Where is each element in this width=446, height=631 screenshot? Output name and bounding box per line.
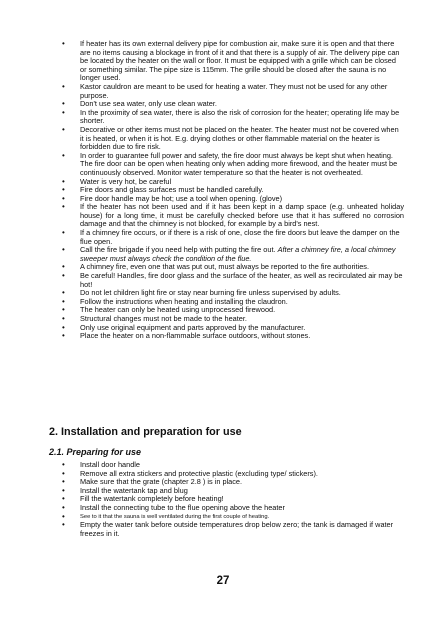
bullet-icon: • <box>62 193 65 203</box>
safety-item: • Call the fire brigade if you need help with putting the fire out. After a chimney fire, a local chimney sweeper must always check the condition of the flue. <box>62 245 396 263</box>
safety-item: • Only use original equipment and parts approved by the manufacturer. <box>62 322 306 332</box>
bullet-icon: • <box>62 460 65 469</box>
safety-item: • If heater has its own external delivery pipe for combustion air, make sure it is open and that there are no items causing a blockage in front of it and that there is a supply of air. The delivery pipe can be located by the heater on the wall or floor. It must be equipped with a grille which can be closed or something similar. The pipe size is 115mm. The grille should be closed after the sauna is no longer used. <box>62 39 400 83</box>
safety-item: • Place the heater on a non-flammable surface outdoors, without stones. <box>62 331 311 341</box>
bullet-icon: • <box>62 288 65 298</box>
safety-item: • A chimney fire, even one that was put out, must always be reported to the fire authorities. <box>62 262 370 272</box>
bullet-icon: • <box>62 99 65 109</box>
bullet-icon: • <box>62 228 65 238</box>
bullet-icon: • <box>62 511 65 521</box>
bullet-icon: • <box>62 124 65 134</box>
prep-item: • See to it that the sauna is well ventilated during the first couple of heating. <box>62 511 270 521</box>
preparation-steps-list <box>50 461 404 538</box>
bullet-icon: • <box>62 477 65 487</box>
safety-item: • In order to guarantee full power and safety, the fire door must always be kept shut when heating. The fire door can be open when heating only when adding more firewood, and the heater must be continuously observed. Monitor water temperature so that the heater is not overheated. <box>62 150 398 177</box>
bullet-icon: • <box>62 296 65 306</box>
bullet-icon: • <box>62 185 65 195</box>
safety-item: • Kastor cauldron are meant to be used for heating a water. They must not be used for any other purpose. <box>62 81 388 100</box>
safety-item: • If the heater has not been used and if it has been kept in a damp space (e.g. unheated holiday house) for a long time, it must be carefully checked before use that it has suffered no corrosion damage and that the chimney is not blocked, for example by a bird's nest. <box>62 202 404 229</box>
bullet-icon: • <box>62 262 65 272</box>
safety-item: • In the proximity of sea water, there is also the risk of corrosion for the heater; operating life may be shorter. <box>62 107 400 126</box>
prep-item: • Make sure that the grate (chapter 2.8 ) is in place. <box>62 477 243 487</box>
bullet-icon: • <box>62 468 65 478</box>
subsection-heading: 2.1. Preparing for use <box>49 447 142 457</box>
page-number: 27 <box>216 575 230 587</box>
bullet-icon: • <box>62 485 65 495</box>
prep-item: • Install door handle <box>62 460 141 469</box>
section-heading: 2. Installation and preparation for use <box>49 426 242 438</box>
safety-item: • The heater can only be heated using unprocessed firewood. <box>62 305 276 315</box>
bullet-icon: • <box>62 39 65 48</box>
safety-item: • Be careful! Handles, fire door glass and the surface of the heater, as well as recirculated air may be hot! <box>62 271 403 289</box>
bullet-icon: • <box>62 322 65 332</box>
bullet-icon: • <box>62 245 65 255</box>
safety-item: • Decorative or other items must not be placed on the heater. The heater must not be covered when it is heated, or when it is hot. E.g. drying clothes or other flammable material on the heater is forbidden due to fire risk. <box>62 124 399 152</box>
prep-item: • Empty the water tank before outside temperatures drop below zero; the tank is damaged if water freezes in it. <box>62 520 394 538</box>
safety-item: • Follow the instructions when heating and installing the claudron. <box>62 296 288 306</box>
prep-item: • Fill the watertank completely before heating! <box>62 494 224 504</box>
safety-item: • If a chimney fire occurs, or if there is a risk of one, close the fire doors but leave the damper on the flue open. <box>62 228 400 246</box>
safety-item: • Fire door handle may be hot; use a tool when opening. (glove) <box>62 193 283 203</box>
safety-instructions-list <box>50 40 404 341</box>
safety-item: • Water is very hot, be careful <box>62 176 172 186</box>
bullet-icon: • <box>62 202 65 212</box>
bullet-icon: • <box>62 305 65 315</box>
safety-item: • Structural changes must not be made to the heater. <box>62 314 247 323</box>
bullet-icon: • <box>62 314 65 323</box>
prep-item: • Install the watertank tap and blug <box>62 485 188 495</box>
bullet-icon: • <box>62 502 65 512</box>
bullet-icon: • <box>62 107 65 117</box>
safety-item: • Don't use sea water, only use clean water. <box>62 99 217 109</box>
bullet-icon: • <box>62 494 65 504</box>
prep-item: • Remove all extra stickers and protective plastic (excluding type/ stickers). <box>62 468 318 478</box>
safety-item: • Fire doors and glass surfaces must be handled carefully. <box>62 185 264 195</box>
chimney-sweep-note: After a chimney fire, a local chimney sweeper must always check the condition of the flue. <box>80 245 396 263</box>
bullet-icon: • <box>62 150 65 160</box>
prep-item: • Install the connecting tube to the flue opening above the heater <box>62 502 285 512</box>
bullet-icon: • <box>62 520 65 530</box>
bullet-icon: • <box>62 331 65 341</box>
safety-item: • Do not let children light fire or stay near burning fire unless supervised by adults. <box>62 288 341 298</box>
bullet-icon: • <box>62 271 65 281</box>
bullet-icon: • <box>62 81 65 91</box>
bullet-icon: • <box>62 176 65 186</box>
